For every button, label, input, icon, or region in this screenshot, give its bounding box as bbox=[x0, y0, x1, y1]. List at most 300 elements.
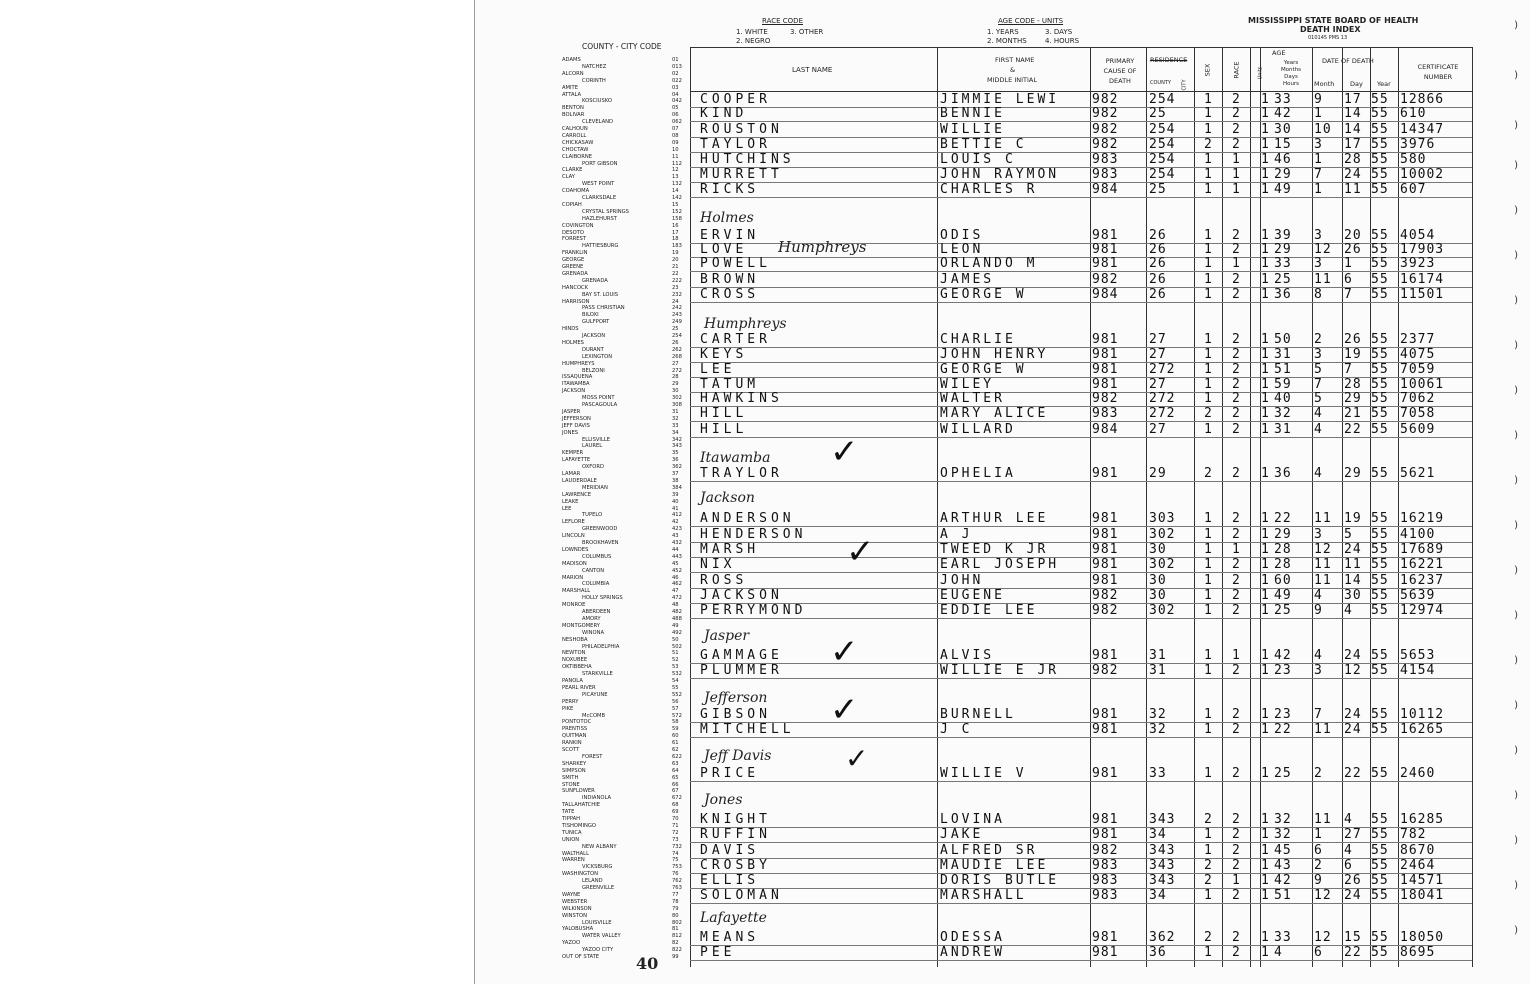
record-day: 14 bbox=[1344, 122, 1362, 137]
city-name: HOLLY SPRINGS bbox=[582, 595, 623, 602]
margin-mark: ) bbox=[1514, 20, 1518, 31]
check-mark: ✓ bbox=[845, 742, 869, 775]
record-sex: 1 bbox=[1204, 347, 1213, 362]
record-day: 21 bbox=[1344, 406, 1362, 421]
age-code-title: AGE CODE - UNITS bbox=[998, 17, 1064, 25]
county-code: 77 bbox=[672, 891, 679, 898]
record-first-name: JAKE bbox=[940, 827, 984, 842]
record-sex: 1 bbox=[1204, 888, 1213, 903]
county-code: 55 bbox=[672, 684, 679, 691]
city-name: WEST POINT bbox=[582, 181, 615, 188]
record-sex: 1 bbox=[1204, 827, 1213, 842]
record-age-unit: 1 bbox=[1261, 873, 1270, 888]
record-year: 55 bbox=[1371, 182, 1389, 197]
county-name: STONE bbox=[562, 781, 580, 788]
record-certificate: 16285 bbox=[1400, 812, 1445, 827]
handwritten-county-holmes: Holmes bbox=[700, 210, 754, 226]
county-code: 79 bbox=[672, 905, 679, 912]
city-name: CRYSTAL SPRINGS bbox=[582, 208, 629, 215]
county-name: GRENADA bbox=[562, 270, 588, 277]
record-residence: 26 bbox=[1149, 272, 1167, 287]
record-month: 12 bbox=[1314, 930, 1332, 945]
record-year: 55 bbox=[1371, 362, 1389, 377]
county-name: CHOCTAW bbox=[562, 146, 589, 153]
record-age-unit: 1 bbox=[1261, 945, 1270, 960]
city-name: TUPELO bbox=[582, 512, 603, 519]
record-race: 2 bbox=[1232, 573, 1241, 588]
county-code: 23 bbox=[672, 284, 679, 291]
county-name: BENTON bbox=[562, 105, 584, 112]
record-age-unit: 1 bbox=[1261, 527, 1270, 542]
record-residence: 303 bbox=[1149, 511, 1176, 526]
record-certificate: 2377 bbox=[1400, 332, 1436, 347]
record-age-unit: 1 bbox=[1261, 391, 1270, 406]
county-code: 27 bbox=[672, 360, 679, 367]
county-name: YALOBUSHA bbox=[562, 926, 594, 933]
record-age-unit: 1 bbox=[1261, 377, 1270, 392]
row-rule bbox=[690, 618, 1472, 619]
county-code: 20 bbox=[672, 257, 679, 264]
city-name: PASS CHRISTIAN bbox=[582, 305, 625, 312]
record-residence: 25 bbox=[1149, 182, 1167, 197]
record-cause: 981 bbox=[1092, 766, 1119, 781]
record-race: 2 bbox=[1232, 930, 1241, 945]
county-code: 222 bbox=[672, 277, 682, 284]
record-cause: 981 bbox=[1092, 511, 1119, 526]
county-name: TIPPAH bbox=[562, 816, 581, 822]
record-month: 12 bbox=[1314, 242, 1332, 257]
county-code: 40 bbox=[672, 498, 679, 505]
record-month: 8 bbox=[1314, 287, 1323, 302]
record-cause: 981 bbox=[1092, 827, 1119, 842]
record-last-name: ELLIS bbox=[700, 873, 760, 888]
record-certificate: 4075 bbox=[1400, 347, 1436, 362]
margin-mark: ) bbox=[1514, 120, 1518, 131]
row-rule bbox=[690, 481, 1472, 482]
county-code: 99 bbox=[672, 954, 679, 960]
record-cause: 982 bbox=[1092, 588, 1119, 603]
race-code-white: 1. WHITE bbox=[736, 28, 768, 36]
record-residence: 30 bbox=[1149, 573, 1167, 588]
record-day: 7 bbox=[1344, 287, 1353, 302]
record-day: 28 bbox=[1344, 377, 1362, 392]
county-code: 73 bbox=[672, 836, 679, 843]
county-code: 622 bbox=[672, 753, 682, 760]
record-certificate: 12974 bbox=[1400, 603, 1445, 618]
county-code: 14 bbox=[672, 188, 679, 195]
record-race: 1 bbox=[1232, 256, 1241, 271]
county-name: HANCOCK bbox=[562, 284, 589, 291]
record-certificate: 10002 bbox=[1400, 167, 1445, 182]
record-month: 2 bbox=[1314, 766, 1323, 781]
county-code: 492 bbox=[672, 629, 682, 636]
record-day: 24 bbox=[1344, 542, 1362, 557]
record-year: 55 bbox=[1371, 332, 1389, 347]
record-sex: 1 bbox=[1204, 92, 1213, 107]
county-code: 482 bbox=[672, 609, 682, 615]
record-age-unit: 1 bbox=[1261, 827, 1270, 842]
record-race: 2 bbox=[1232, 945, 1241, 960]
record-month: 3 bbox=[1314, 228, 1323, 243]
record-residence: 272 bbox=[1149, 362, 1176, 377]
record-last-name: TRAYLOR bbox=[700, 466, 783, 481]
record-first-name: EDDIE LEE bbox=[940, 603, 1038, 618]
city-name: LELAND bbox=[582, 878, 603, 885]
record-certificate: 16237 bbox=[1400, 573, 1445, 588]
record-sex: 1 bbox=[1204, 152, 1213, 167]
record-age-unit: 1 bbox=[1261, 256, 1270, 271]
record-year: 55 bbox=[1371, 527, 1389, 542]
record-age: 22 bbox=[1274, 511, 1292, 526]
record-cause: 982 bbox=[1092, 122, 1119, 137]
county-code: 80 bbox=[672, 912, 679, 919]
record-month: 4 bbox=[1314, 422, 1323, 437]
county-code: 462 bbox=[672, 581, 682, 588]
county-code: 01 bbox=[672, 57, 679, 63]
record-race: 2 bbox=[1232, 362, 1241, 377]
county-name: FRANKLIN bbox=[562, 250, 588, 257]
city-name: INDIANOLA bbox=[582, 795, 612, 802]
record-residence: 34 bbox=[1149, 827, 1167, 842]
county-code: 183 bbox=[672, 243, 682, 250]
record-year: 55 bbox=[1371, 888, 1389, 903]
record-age-unit: 1 bbox=[1261, 362, 1270, 377]
county-code: 22 bbox=[672, 270, 679, 277]
county-code: 58 bbox=[672, 719, 679, 726]
record-year: 55 bbox=[1371, 347, 1389, 362]
county-code: 24 bbox=[672, 298, 679, 305]
record-month: 11 bbox=[1314, 812, 1332, 827]
record-month: 11 bbox=[1314, 557, 1332, 572]
record-sex: 2 bbox=[1204, 873, 1213, 888]
county-name: TUNICA bbox=[562, 829, 582, 836]
county-code: 34 bbox=[672, 429, 679, 436]
county-name: CARROLL bbox=[562, 132, 587, 139]
record-age: 23 bbox=[1274, 663, 1292, 678]
record-residence: 26 bbox=[1149, 228, 1167, 243]
record-sex: 1 bbox=[1204, 766, 1213, 781]
record-residence: 31 bbox=[1149, 663, 1167, 678]
record-first-name: LOVINA bbox=[940, 812, 1005, 827]
record-cause: 981 bbox=[1092, 347, 1119, 362]
table-row bbox=[0, 812, 1472, 827]
record-cause: 982 bbox=[1092, 272, 1119, 287]
county-city-code-title: COUNTY - CITY CODE bbox=[582, 42, 662, 51]
record-last-name: BROWN bbox=[700, 272, 760, 287]
county-code: 268 bbox=[672, 353, 682, 360]
county-name: TATE bbox=[562, 809, 575, 816]
record-cause: 983 bbox=[1092, 152, 1119, 167]
city-name: PICAYUNE bbox=[582, 691, 608, 698]
record-cause: 982 bbox=[1092, 92, 1119, 107]
record-first-name: GEORGE W bbox=[940, 287, 1027, 302]
county-name: TALLAHATCHIE bbox=[562, 802, 601, 809]
table-row bbox=[0, 284, 1472, 302]
record-residence: 30 bbox=[1149, 542, 1167, 557]
record-month: 1 bbox=[1314, 152, 1323, 167]
county-code: 042 bbox=[672, 98, 682, 105]
col-last-name: LAST NAME bbox=[792, 66, 833, 74]
record-age-unit: 1 bbox=[1261, 106, 1270, 121]
record-year: 55 bbox=[1371, 873, 1389, 888]
form-number: 010145 PMS 13 bbox=[1308, 35, 1348, 41]
row-rule bbox=[690, 197, 1472, 198]
record-sex: 1 bbox=[1204, 167, 1213, 182]
page-number: 40 bbox=[636, 954, 659, 973]
record-cause: 984 bbox=[1092, 287, 1119, 302]
handwritten-county-humphreys-2: Humphreys bbox=[704, 316, 787, 332]
row-rule bbox=[690, 903, 1472, 904]
margin-mark: ) bbox=[1514, 205, 1518, 216]
county-code: 342 bbox=[672, 436, 682, 443]
col-age: AGE bbox=[1272, 49, 1286, 57]
record-day: 19 bbox=[1344, 511, 1362, 526]
record-first-name: LEON bbox=[940, 242, 984, 257]
record-age: 29 bbox=[1274, 242, 1292, 257]
record-sex: 2 bbox=[1204, 812, 1213, 827]
record-certificate: 7062 bbox=[1400, 391, 1436, 406]
record-age: 25 bbox=[1274, 766, 1292, 781]
record-first-name: LOUIS C bbox=[940, 152, 1016, 167]
city-name: NATCHEZ bbox=[582, 63, 607, 70]
county-code: 432 bbox=[672, 540, 682, 546]
record-race: 2 bbox=[1232, 377, 1241, 392]
record-last-name: ROSS bbox=[700, 573, 748, 588]
record-residence: 254 bbox=[1149, 92, 1176, 107]
county-code: 63 bbox=[672, 760, 679, 767]
record-certificate: 607 bbox=[1400, 182, 1427, 197]
table-row bbox=[0, 843, 1472, 858]
table-row bbox=[0, 182, 1472, 197]
record-last-name: ANDERSON bbox=[700, 511, 795, 526]
record-last-name: HILL bbox=[700, 422, 748, 437]
county-name: WASHINGTON bbox=[562, 871, 598, 878]
col-day: Day bbox=[1350, 80, 1363, 88]
record-cause: 981 bbox=[1092, 242, 1119, 257]
county-code: 32 bbox=[672, 415, 679, 422]
record-age-unit: 1 bbox=[1261, 228, 1270, 243]
county-name: LAMAR bbox=[562, 471, 581, 477]
county-code: 61 bbox=[672, 740, 679, 747]
record-day: 28 bbox=[1344, 152, 1362, 167]
county-code: 17 bbox=[672, 229, 679, 236]
record-age: 42 bbox=[1274, 648, 1292, 663]
record-day: 12 bbox=[1344, 663, 1362, 678]
record-race: 2 bbox=[1232, 122, 1241, 137]
record-age-unit: 1 bbox=[1261, 422, 1270, 437]
record-race: 2 bbox=[1232, 287, 1241, 302]
record-certificate: 4100 bbox=[1400, 527, 1436, 542]
age-code-days: 3. DAYS bbox=[1045, 28, 1073, 36]
county-name: ADAMS bbox=[562, 57, 581, 63]
county-name: WINSTON bbox=[562, 912, 587, 919]
margin-mark: ) bbox=[1514, 835, 1518, 846]
record-year: 55 bbox=[1371, 92, 1389, 107]
record-day: 11 bbox=[1344, 557, 1362, 572]
city-name: COLUMBUS bbox=[582, 553, 612, 560]
city-name: ABERDEEN bbox=[582, 609, 611, 615]
record-race: 2 bbox=[1232, 92, 1241, 107]
record-race: 2 bbox=[1232, 557, 1241, 572]
county-code: 552 bbox=[672, 691, 682, 698]
county-name: JACKSON bbox=[562, 388, 586, 395]
table-row bbox=[0, 92, 1472, 107]
record-residence: 31 bbox=[1149, 648, 1167, 663]
record-last-name: RICKS bbox=[700, 182, 760, 197]
record-year: 55 bbox=[1371, 588, 1389, 603]
city-name: BAY ST. LOUIS bbox=[582, 291, 619, 298]
record-last-name: CARTER bbox=[700, 332, 771, 347]
record-age-unit: 1 bbox=[1261, 588, 1270, 603]
county-code: 74 bbox=[672, 850, 679, 857]
margin-mark: ) bbox=[1514, 295, 1518, 306]
record-age: 4 bbox=[1274, 945, 1283, 960]
county-name: SUNFLOWER bbox=[562, 788, 595, 795]
record-last-name: TAYLOR bbox=[700, 137, 771, 152]
record-year: 55 bbox=[1371, 722, 1389, 737]
record-last-name: RUFFIN bbox=[700, 827, 771, 842]
record-certificate: 2464 bbox=[1400, 858, 1436, 873]
record-age-unit: 1 bbox=[1261, 812, 1270, 827]
county-code: 812 bbox=[672, 933, 682, 940]
county-name: HARRISON bbox=[562, 298, 590, 305]
record-day: 24 bbox=[1344, 167, 1362, 182]
record-residence: 34 bbox=[1149, 888, 1167, 903]
record-certificate: 2460 bbox=[1400, 766, 1436, 781]
record-age: 29 bbox=[1274, 167, 1292, 182]
record-year: 55 bbox=[1371, 542, 1389, 557]
record-age-unit: 1 bbox=[1261, 930, 1270, 945]
record-age: 42 bbox=[1274, 106, 1292, 121]
record-first-name: DORIS BUTLE bbox=[940, 873, 1060, 888]
city-name: VICKSBURG bbox=[582, 864, 613, 871]
col-city: CITY bbox=[1181, 79, 1188, 91]
record-age: 31 bbox=[1274, 347, 1292, 362]
county-code: 412 bbox=[672, 512, 682, 519]
record-certificate: 14571 bbox=[1400, 873, 1445, 888]
record-cause: 981 bbox=[1092, 228, 1119, 243]
table-row bbox=[0, 272, 1472, 287]
county-code: 47 bbox=[672, 588, 679, 595]
record-first-name: CHARLIE bbox=[940, 332, 1016, 347]
table-row bbox=[0, 511, 1472, 526]
record-age: 51 bbox=[1274, 888, 1292, 903]
county-code: 56 bbox=[672, 698, 679, 705]
record-first-name: WALTER bbox=[940, 391, 1005, 406]
record-year: 55 bbox=[1371, 812, 1389, 827]
record-certificate: 12866 bbox=[1400, 92, 1445, 107]
county-name: COAHOMA bbox=[562, 188, 590, 195]
record-residence: 343 bbox=[1149, 843, 1176, 858]
county-name: QUITMAN bbox=[562, 733, 587, 740]
record-last-name: TATUM bbox=[700, 377, 760, 392]
record-sex: 1 bbox=[1204, 557, 1213, 572]
record-month: 10 bbox=[1314, 122, 1332, 137]
record-sex: 1 bbox=[1204, 256, 1213, 271]
col-units: Units bbox=[1257, 66, 1264, 80]
record-sex: 1 bbox=[1204, 603, 1213, 618]
record-year: 55 bbox=[1371, 466, 1389, 481]
record-sex: 1 bbox=[1204, 707, 1213, 722]
record-first-name: GEORGE W bbox=[940, 362, 1027, 377]
record-residence: 27 bbox=[1149, 332, 1167, 347]
record-certificate: 16219 bbox=[1400, 511, 1445, 526]
county-name: MARION bbox=[562, 574, 584, 581]
record-race: 2 bbox=[1232, 888, 1241, 903]
record-age-unit: 1 bbox=[1261, 287, 1270, 302]
record-race: 2 bbox=[1232, 406, 1241, 421]
record-year: 55 bbox=[1371, 377, 1389, 392]
record-first-name: MARY ALICE bbox=[940, 406, 1049, 421]
record-year: 55 bbox=[1371, 663, 1389, 678]
record-sex: 1 bbox=[1204, 377, 1213, 392]
county-code: 49 bbox=[672, 622, 679, 629]
record-last-name: ERVIN bbox=[700, 228, 760, 243]
record-month: 3 bbox=[1314, 256, 1323, 271]
record-cause: 981 bbox=[1092, 722, 1119, 737]
county-code: 38 bbox=[672, 477, 679, 484]
county-name: KEMPER bbox=[562, 450, 584, 457]
record-cause: 981 bbox=[1092, 573, 1119, 588]
record-last-name: PEE bbox=[700, 945, 736, 960]
margin-mark: ) bbox=[1514, 70, 1518, 81]
city-name: NEW ALBANY bbox=[582, 843, 617, 850]
county-name: COPIAH bbox=[562, 201, 582, 208]
record-day: 6 bbox=[1344, 858, 1353, 873]
record-residence: 362 bbox=[1149, 930, 1176, 945]
city-name: CANTON bbox=[582, 567, 605, 574]
record-last-name: MURRETT bbox=[700, 167, 783, 182]
county-name: COVINGTON bbox=[562, 222, 594, 229]
record-certificate: 18050 bbox=[1400, 930, 1445, 945]
county-code: 158 bbox=[672, 215, 682, 222]
county-code: 50 bbox=[672, 636, 679, 643]
table-row bbox=[0, 406, 1472, 421]
county-code: 37 bbox=[672, 471, 679, 477]
table-row bbox=[0, 106, 1472, 121]
city-name: CORINTH bbox=[582, 77, 606, 84]
table-row bbox=[0, 362, 1472, 377]
race-code-title: RACE CODE bbox=[762, 17, 803, 25]
city-name: McCOMB bbox=[582, 712, 606, 719]
record-last-name: CROSS bbox=[700, 287, 760, 302]
city-name: LEXINGTON bbox=[582, 353, 613, 360]
record-first-name: EARL JOSEPH bbox=[940, 557, 1060, 572]
record-month: 11 bbox=[1314, 573, 1332, 588]
record-sex: 1 bbox=[1204, 588, 1213, 603]
county-name: HUMPHREYS bbox=[562, 360, 595, 367]
county-name: WILKINSON bbox=[562, 905, 592, 912]
record-first-name: A J bbox=[940, 527, 973, 542]
record-month: 9 bbox=[1314, 92, 1323, 107]
city-name: GREENWOOD bbox=[582, 526, 618, 533]
col-year: Year bbox=[1377, 80, 1391, 88]
county-code: 29 bbox=[672, 381, 679, 388]
county-name: TISHOMINGO bbox=[562, 822, 596, 829]
record-day: 27 bbox=[1344, 827, 1362, 842]
record-race: 2 bbox=[1232, 242, 1241, 257]
column-divider bbox=[1472, 47, 1473, 967]
table-row bbox=[0, 663, 1472, 678]
record-age: 36 bbox=[1274, 466, 1292, 481]
county-code: 013 bbox=[672, 63, 682, 70]
record-month: 3 bbox=[1314, 527, 1323, 542]
record-last-name: KEYS bbox=[700, 347, 748, 362]
record-day: 20 bbox=[1344, 228, 1362, 243]
record-age: 33 bbox=[1274, 256, 1292, 271]
county-code: 472 bbox=[672, 595, 682, 602]
record-year: 55 bbox=[1371, 573, 1389, 588]
